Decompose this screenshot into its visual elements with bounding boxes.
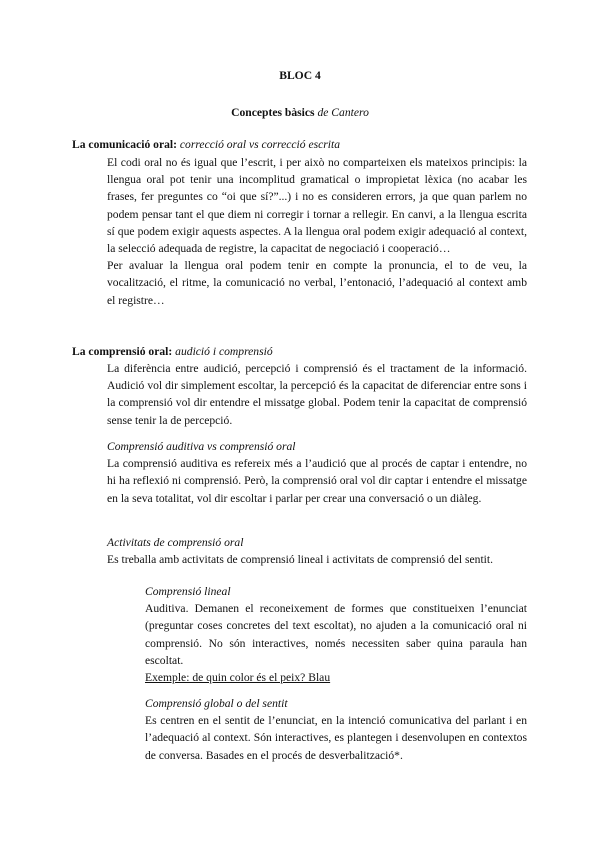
heading-italic: correcció oral vs correcció escrita bbox=[179, 138, 341, 151]
heading-bold: La comprensió oral: bbox=[72, 345, 173, 358]
example-lineal: Exemple: de quin color és el peix? Blau bbox=[145, 671, 331, 685]
s1-paragraph-1: El codi oral no és igual que l’escrit, i per això no comparteixen els mateixos principis: la llengua oral pot tenir una incomplitud gramatical o impropietat lèxica (no acabar les frases, fer preguntes co “oi que sí?”...) i no es consideren errors, ja que quan parlem no podem pensar tant el que diem ni corregir i tornar a rellegir. En canvi, a la llengua escrita sí que podem exigir aquests aspectes. A la llengua oral podem exigir adequació al context, la selecció adequada de registre, la capacitat de negociació i cooperació… bbox=[107, 156, 527, 256]
subheading-global: Comprensió global o del sentit bbox=[145, 697, 288, 710]
s1-paragraphs bbox=[107, 154, 527, 309]
subheading-lineal: Comprensió lineal bbox=[145, 585, 231, 598]
sub-global bbox=[145, 695, 527, 764]
heading-italic: audició i comprensió bbox=[175, 345, 273, 358]
bloc-title: BLOC 4 bbox=[279, 69, 321, 82]
paragraph-auditiva: La comprensió auditiva es refereix més a l’audició que al procés de captar i entendre, no hi ha reflexió ni comprensió. Però, la comprensió oral vol dir captar i entendre el missatge en la seva totalitat, vol dir escoltar i parlar per crear una conversació o un diàleg. bbox=[107, 457, 527, 505]
section-subtitle bbox=[0, 104, 600, 121]
paragraph-activitats: Es treballa amb activitats de comprensió lineal i activitats de comprensió del sentit. bbox=[107, 553, 494, 567]
sub-lineal bbox=[145, 583, 527, 686]
sub-auditiva bbox=[107, 438, 527, 507]
s2-paragraph-1-block bbox=[107, 360, 527, 429]
heading-comprensio-oral bbox=[72, 343, 273, 360]
subtitle-italic: de Cantero bbox=[317, 106, 369, 119]
subheading-activitats: Activitats de comprensió oral bbox=[107, 536, 244, 549]
heading-comunicacio-oral bbox=[72, 136, 340, 153]
paragraph-global: Es centren en el sentit de l’enunciat, en la intenció comunicativa del parlant i en l’adequació al context. Són interactives, es plantegen i desenvolupen en contextos de conversa. Basades en el procés de desverbalització*. bbox=[145, 714, 527, 762]
subheading-auditiva: Comprensió auditiva vs comprensió oral bbox=[107, 440, 296, 453]
s1-paragraph-2: Per avaluar la llengua oral podem tenir en compte la pronuncia, el to de veu, la vocalització, el ritme, la comunicació no verbal, l’entonació, l’adequació al context amb el registre… bbox=[107, 259, 527, 307]
paragraph-lineal: Auditiva. Demanen el reconeixement de formes que constitueixen l’enunciat (preguntar coses concretes del text escoltat), no ajuden a la comunicació oral ni comprensió. No són interactives, només necessiten saber quina paraula han escoltat. bbox=[145, 602, 527, 667]
heading-bold: La comunicació oral: bbox=[72, 138, 177, 151]
s2-paragraph-1: La diferència entre audició, percepció i comprensió és el tractament de la informació. Audició vol dir simplement escoltar, la percepció és la capacitat de diferenciar entre sons i la comprensió vol dir entendre el missatge global. Podem tenir la capacitat de comprensió sense tenir la de percepció. bbox=[107, 362, 527, 427]
sub-activitats bbox=[107, 534, 527, 568]
subtitle-bold: Conceptes bàsics bbox=[231, 106, 315, 119]
